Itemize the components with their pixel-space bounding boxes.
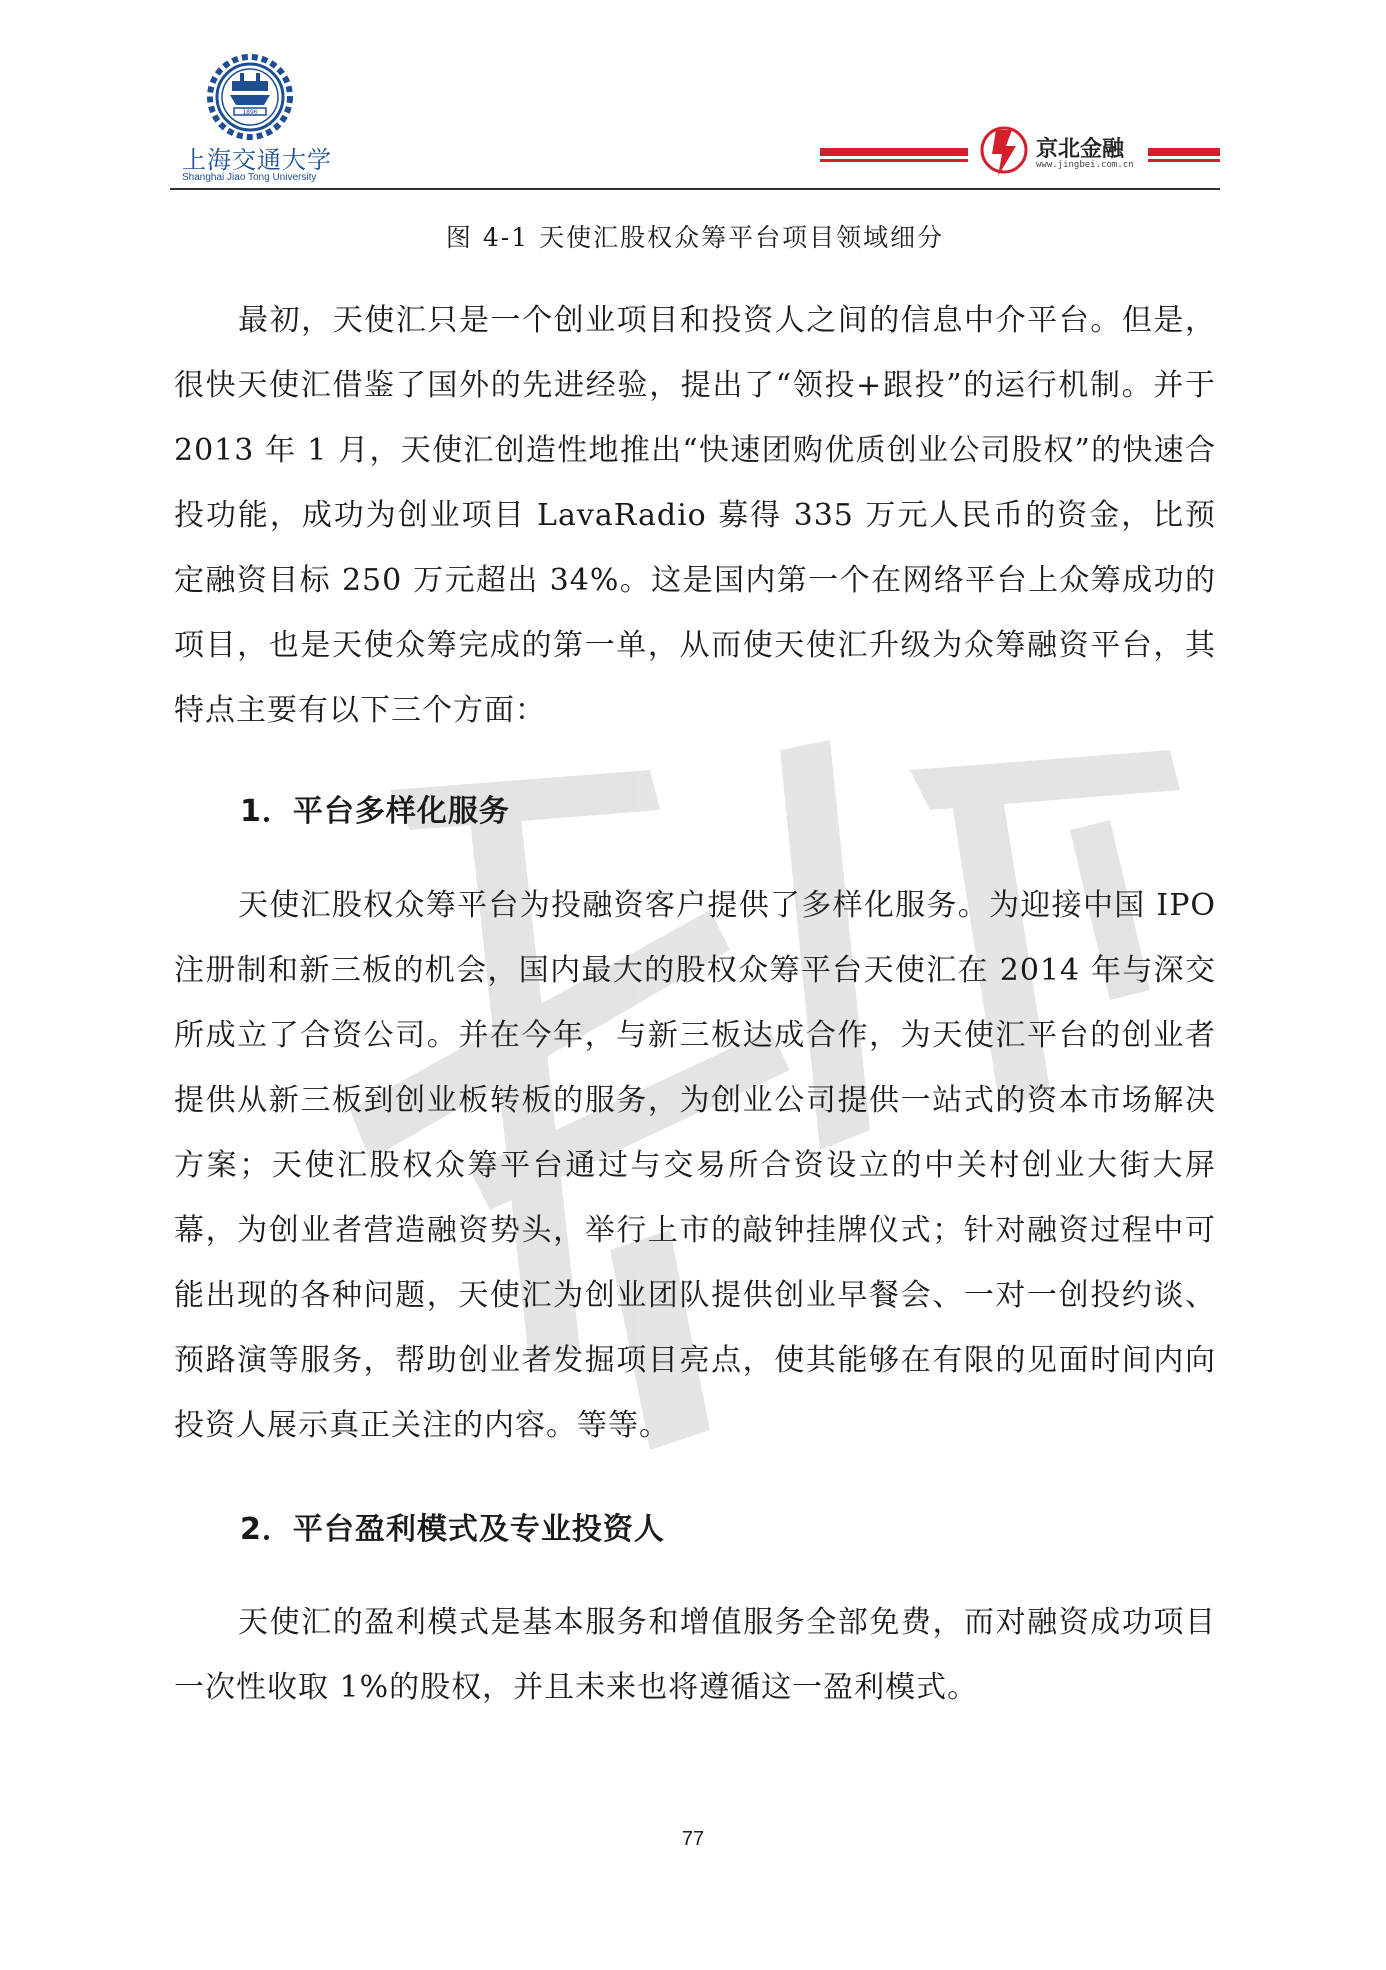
header-divider	[170, 188, 1220, 190]
university-name: 上海交通大学	[182, 146, 332, 174]
section-heading: 2．平台盈利模式及专业投资人	[240, 1512, 665, 1547]
header-accent-bar	[820, 148, 968, 156]
partner-name: 京北金融	[1036, 137, 1125, 162]
seal-year: 1896	[242, 109, 258, 116]
jingbei-logo-icon	[978, 120, 1030, 184]
header-accent-bar	[820, 159, 968, 162]
partner-url: www.jingbei.com.cn	[1036, 160, 1134, 170]
section-heading: 1．平台多样化服务	[240, 794, 510, 829]
figure-caption: 图 4-1 天使汇股权众筹平台项目领域细分	[445, 223, 945, 252]
header-accent-bar	[1148, 159, 1220, 162]
university-name-en: Shanghai Jiao Tong University	[182, 172, 317, 183]
body-paragraph: 最初，天使汇只是一个创业项目和投资人之间的信息中介平台。但是，很快天使汇借鉴了国外的先进经验，提出了“领投+跟投”的运行机制。并于 2013 年 1 月，天使汇创造性地推出“快速团购优质创业公司股权”的快速合投功能，成功为创业项目 LavaRadio 募得 335 万元人民币的资金，比预定融资目标 250 万元超出 34%。这是国内第一个在网络平台上众筹成功的项目，也是天使众筹完成的第一单，从而使天使汇升级为众筹融资平台，其特点主要有以下三个方面：	[174, 303, 1216, 728]
header-accent-bar	[1148, 148, 1220, 156]
page-number: 77	[681, 1828, 705, 1850]
body-paragraph: 天使汇的盈利模式是基本服务和增值服务全部免费，而对融资成功项目一次性收取 1%的股权，并且未来也将遵循这一盈利模式。	[174, 1605, 1216, 1705]
body-paragraph: 天使汇股权众筹平台为投融资客户提供了多样化服务。为迎接中国 IPO 注册制和新三板的机会，国内最大的股权众筹平台天使汇在 2014 年与深交所成立了合资公司。并在今年，与新三板达成合作，为天使汇平台的创业者提供从新三板到创业板转板的服务，为创业公司提供一站式的资本市场解决方案；天使汇股权众筹平台通过与交易所合资设立的中关村创业大街大屏幕，为创业者营造融资势头，举行上市的敲钟挂牌仪式；针对融资过程中可能出现的各种问题，天使汇为创业团队提供创业早餐会、一对一创投约谈、预路演等服务，帮助创业者发掘项目亮点，使其能够在有限的见面时间内向投资人展示真正关注的内容。等等。	[174, 888, 1216, 1443]
